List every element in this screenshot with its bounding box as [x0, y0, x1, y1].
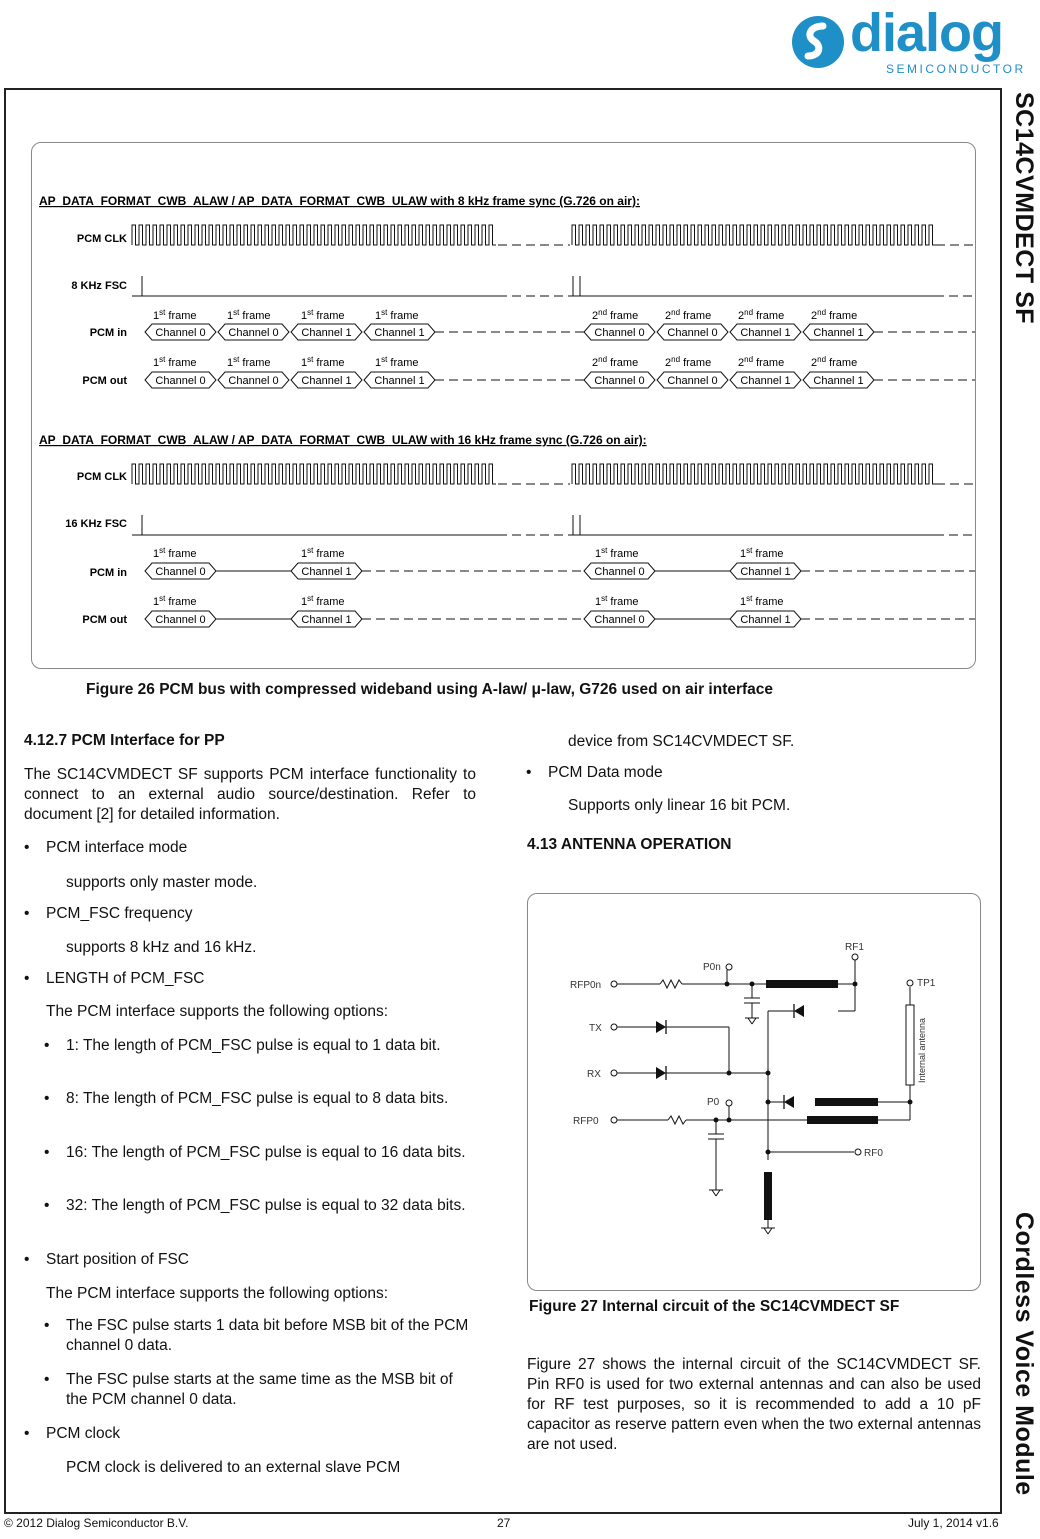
pcm-out-2-a0-frame: 1st frame [153, 594, 197, 608]
pcm-out-1-a2-label: Channel 1 [301, 375, 352, 387]
pcm-out-1-b0-frame: 2nd frame [592, 355, 639, 369]
pcm-out-2-a1-frame: 1st frame [301, 594, 345, 608]
pcm-in-1-a2-frame: 1st frame [301, 308, 345, 322]
label-internal-antenna: Internal antenna [917, 1017, 927, 1083]
side-subtitle: Cordless Voice Module [1010, 1212, 1038, 1496]
pcm-out-2-b1-label: Channel 1 [740, 614, 791, 626]
section-heading-4-12-7: 4.12.7 PCM Interface for PP [24, 732, 225, 749]
pcm-in-1-a1-label: Channel 0 [228, 327, 279, 339]
sub-bullet-32bits: • 32: The length of PCM_FSC pulse is equal to 32 data bits. [66, 1196, 486, 1216]
pcm-out-1-b3-label: Channel 1 [813, 375, 864, 387]
label-8khz-fsc: 8 KHz FSC [71, 280, 127, 292]
pcm-out-1-a1-frame: 1st frame [227, 355, 271, 369]
pcm-in-1-a3-label: Channel 1 [374, 327, 425, 339]
label-16khz-fsc: 16 KHz FSC [65, 518, 127, 530]
pcm-out-1-b2-frame: 2nd frame [738, 355, 785, 369]
pcm-out-1-a3-label: Channel 1 [374, 375, 425, 387]
pcm-in-1-a0-frame: 1st frame [153, 308, 197, 322]
label-rf0: RF0 [864, 1148, 883, 1159]
pcm-clock-continued: device from SC14CVMDECT SF. [568, 733, 795, 750]
pcm-out-2-b0-frame: 1st frame [595, 594, 639, 608]
label-pcm-in-1: PCM in [89, 327, 127, 339]
logo-subtext: SEMICONDUCTOR [886, 62, 1026, 76]
footer-page-number: 27 [497, 1516, 511, 1530]
label-tp1: TP1 [917, 978, 936, 989]
pcm-in-2-a1-frame: 1st frame [301, 546, 345, 560]
pcm-in-1-b3-label: Channel 1 [813, 327, 864, 339]
pcm-out-1-a3-frame: 1st frame [375, 355, 419, 369]
pcm-in-2-b0-label: Channel 0 [594, 566, 645, 578]
pcm-out-2-b0-label: Channel 0 [594, 614, 645, 626]
pcm-in-1-b2-frame: 2nd frame [738, 308, 785, 322]
bullet-pcm-clock-text: PCM clock is delivered to an external slave PCM [66, 1459, 401, 1476]
pcm-out-1-a0-frame: 1st frame [153, 355, 197, 369]
pcm-in-1-a2-label: Channel 1 [301, 327, 352, 339]
pcm-in-2-b1-label: Channel 1 [740, 566, 791, 578]
logo-text: dialog [850, 3, 1003, 63]
label-pcm-clk-2: PCM CLK [76, 471, 127, 483]
label-p0n: P0n [703, 962, 721, 973]
bullet-fsc-start-text: The PCM interface supports the following options: [46, 1285, 389, 1302]
bullet-interface-mode-text: supports only master mode. [66, 874, 258, 891]
bullet-fsc-length: • LENGTH of PCM_FSC [46, 969, 204, 989]
pcm-in-2-a1-label: Channel 1 [301, 566, 352, 578]
figure-26-caption: Figure 26 PCM bus with compressed wideband using A-law/ μ-law, G726 used on air interface [86, 681, 774, 698]
pcm-out-1-a0-label: Channel 0 [155, 375, 206, 387]
bullet-pcm-clock: • PCM clock [46, 1424, 120, 1444]
pcm-out-2-b1-frame: 1st frame [740, 594, 784, 608]
bullet-interface-mode: • PCM interface mode [46, 838, 187, 858]
section2-title: AP_DATA_FORMAT_CWB_ALAW / AP_DATA_FORMAT_CWB_ULAW with 16 kHz frame sync (G.726 on air): [39, 433, 647, 447]
pcm-out-2-a1-label: Channel 1 [301, 614, 352, 626]
pcm-in-1-b0-label: Channel 0 [594, 327, 645, 339]
label-pcm-out-1: PCM out [82, 375, 127, 387]
pcm-out-1-b1-frame: 2nd frame [665, 355, 712, 369]
pcm-in-2-a0-frame: 1st frame [153, 546, 197, 560]
label-pcm-clk-1: PCM CLK [76, 233, 127, 245]
pcm-in-1-b0-frame: 2nd frame [592, 308, 639, 322]
figure-27-caption: Figure 27 Internal circuit of the SC14CVMDECT SF [529, 1298, 900, 1315]
pcm-out-1-b3-frame: 2nd frame [811, 355, 858, 369]
sub-bullet-16bits: • 16: The length of PCM_FSC pulse is equal to 16 data bits. [66, 1143, 486, 1163]
pcm-in-1-b1-label: Channel 0 [667, 327, 718, 339]
footer-copyright: © 2012 Dialog Semiconductor B.V. [4, 1516, 189, 1530]
footer-date-version: July 1, 2014 v1.6 [908, 1516, 999, 1530]
pcm-in-2-b1-frame: 1st frame [740, 546, 784, 560]
label-rx: RX [587, 1069, 601, 1080]
label-pcm-out-2: PCM out [82, 614, 127, 626]
label-rfp0: RFP0 [573, 1116, 599, 1127]
intro-paragraph: The SC14CVMDECT SF supports PCM interface functionality to connect to an external audio source/destination. Refer to document [2] for detailed information. [24, 766, 476, 823]
pcm-out-1-b1-label: Channel 0 [667, 375, 718, 387]
bullet-fsc-frequency: • PCM_FSC frequency [46, 904, 192, 924]
bullet-data-mode: • PCM Data mode [548, 763, 663, 783]
pcm-in-2-b0-frame: 1st frame [595, 546, 639, 560]
label-p0: P0 [707, 1097, 720, 1108]
bullet-data-mode-text: Supports only linear 16 bit PCM. [568, 797, 791, 814]
label-rf1: RF1 [845, 942, 864, 953]
pcm-out-2-a0-label: Channel 0 [155, 614, 206, 626]
sub-bullet-start-same: • The FSC pulse starts at the same time as the MSB bit of the PCM channel 0 data. [66, 1370, 466, 1410]
bullet-fsc-length-text: The PCM interface supports the following options: [46, 1003, 389, 1020]
section1-title: AP_DATA_FORMAT_CWB_ALAW / AP_DATA_FORMAT_CWB_ULAW with 8 kHz frame sync (G.726 on air): [39, 194, 640, 208]
sub-bullet-8bits: • 8: The length of PCM_FSC pulse is equal to 8 data bits. [66, 1089, 466, 1109]
pcm-in-1-b2-label: Channel 1 [740, 327, 791, 339]
bullet-fsc-frequency-text: supports 8 kHz and 16 kHz. [66, 939, 257, 956]
pcm-out-1-a2-frame: 1st frame [301, 355, 345, 369]
bullet-fsc-start: • Start position of FSC [46, 1250, 189, 1270]
sub-bullet-1bit: • 1: The length of PCM_FSC pulse is equal to 1 data bit. [66, 1036, 466, 1056]
antenna-paragraph: Figure 27 shows the internal circuit of the SC14CVMDECT SF. Pin RF0 is used for two external antennas and can also be used for RF test purposes, so it is recommended to add a 10 pF capacitor as reserve pattern even when the two external antennas are not used. [527, 1356, 981, 1453]
pcm-out-1-b0-label: Channel 0 [594, 375, 645, 387]
pcm-out-1-a1-label: Channel 0 [228, 375, 279, 387]
sub-bullet-start-before: • The FSC pulse starts 1 data bit before MSB bit of the PCM channel 0 data. [66, 1316, 486, 1356]
pcm-in-1-a1-frame: 1st frame [227, 308, 271, 322]
section-heading-4-13: 4.13 ANTENNA OPERATION [527, 836, 732, 853]
pcm-out-1-b2-label: Channel 1 [740, 375, 791, 387]
pcm-in-1-b1-frame: 2nd frame [665, 308, 712, 322]
pcm-in-1-a0-label: Channel 0 [155, 327, 206, 339]
label-rfp0n: RFP0n [570, 980, 602, 991]
side-title: SC14CVMDECT SF [1010, 92, 1038, 325]
label-tx: TX [589, 1023, 602, 1034]
pcm-in-1-a3-frame: 1st frame [375, 308, 419, 322]
pcm-in-1-b3-frame: 2nd frame [811, 308, 858, 322]
pcm-in-2-a0-label: Channel 0 [155, 566, 206, 578]
label-pcm-in-2: PCM in [89, 567, 127, 579]
